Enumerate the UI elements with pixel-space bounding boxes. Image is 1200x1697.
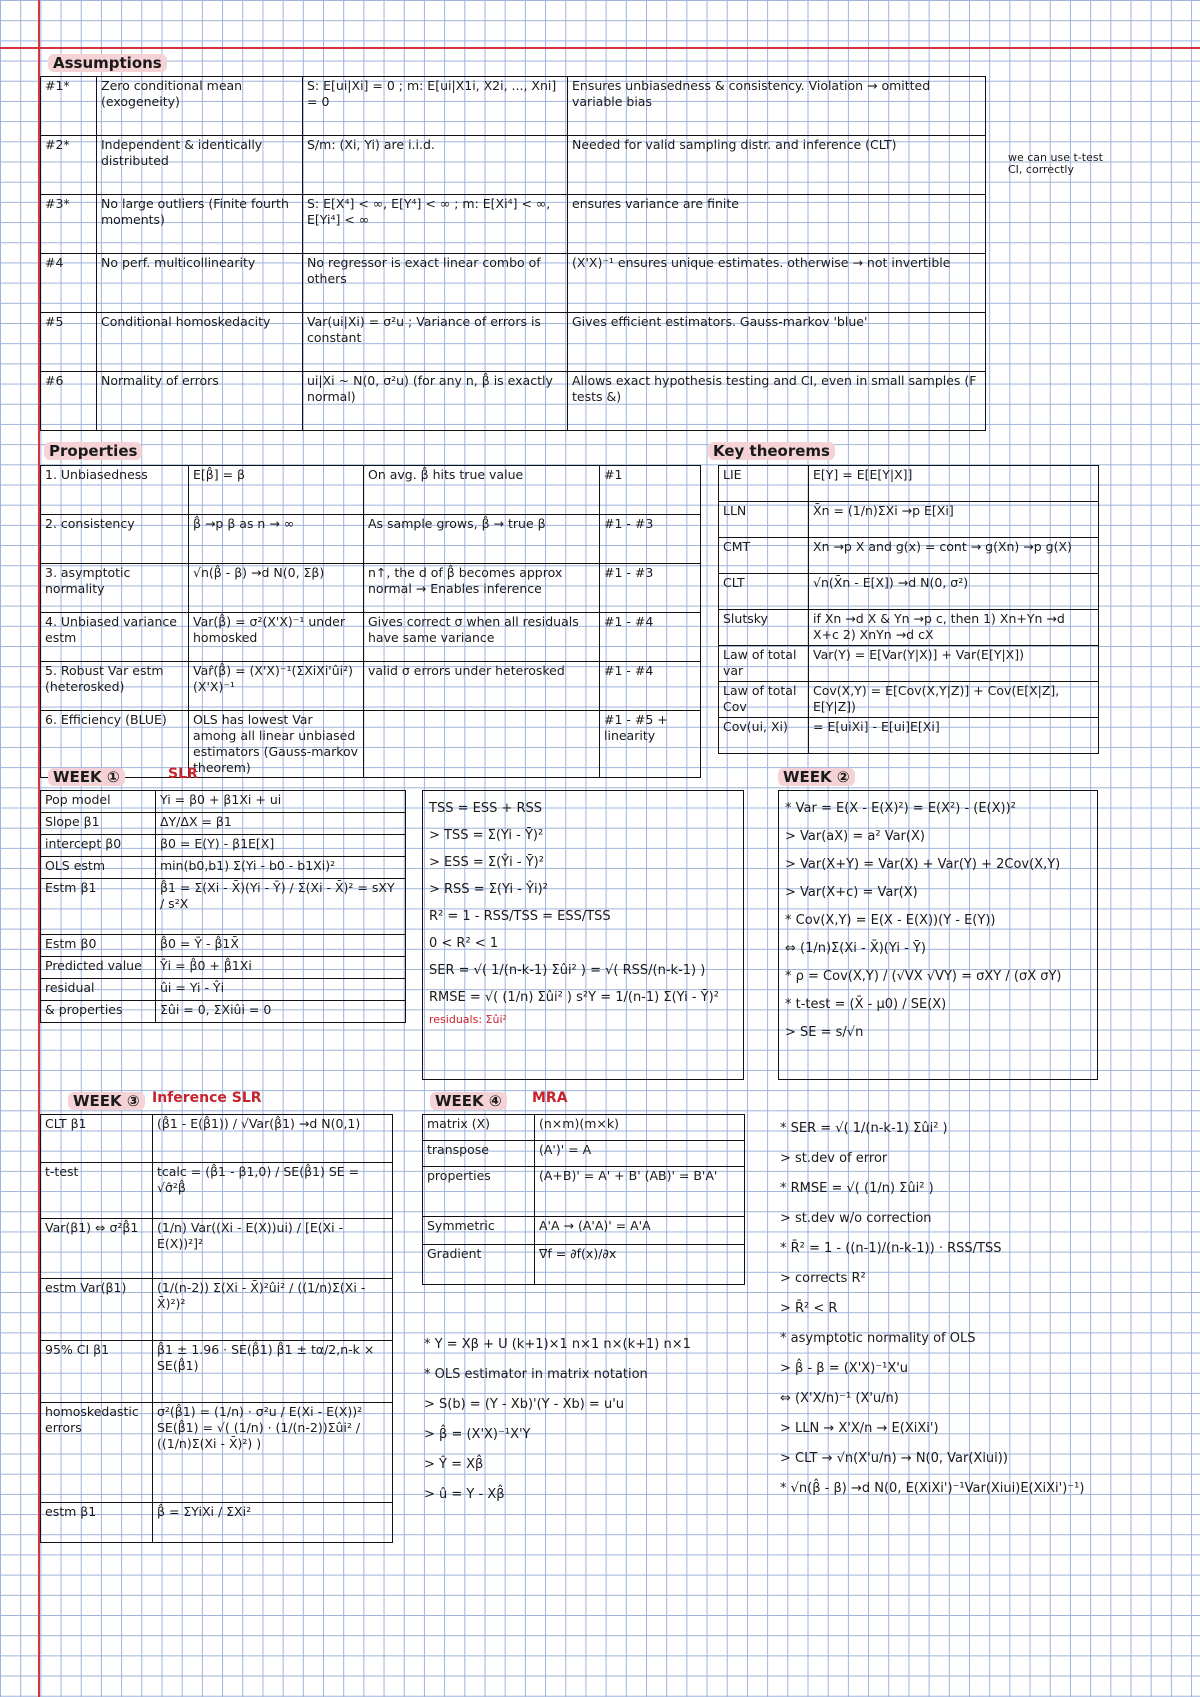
assumption-row-num: #1* <box>41 77 97 136</box>
week3-row-v: (1/(n-2)) Σ(Xi - X̄)²ûi² / ((1/n)Σ(Xi - X̄)²)² <box>153 1279 393 1341</box>
week4-right-line: * √n(β̂ - β) →d N(0, E(XiXi')⁻¹Var(Xiui)E(XiXi')⁻¹) <box>780 1481 1085 1496</box>
assumption-row-formula: ui|Xi ~ N(0, σ²u) (for any n, β̂ is exactly normal) <box>303 372 568 431</box>
week3-row-k: 95% CI β1 <box>41 1341 153 1403</box>
property-row-name: 6. Efficiency (BLUE) <box>41 711 189 778</box>
assumption-row-formula: S: E[ui|Xi] = 0 ; m: E[ui|X1i, X2i, ..., Xni] = 0 <box>303 77 568 136</box>
theorem-row-formula: Var(Y) = E[Var(Y|X)] + Var(E[Y|X]) <box>809 646 1099 682</box>
week3-row-v: (β̂1 - E(β̂1)) / √Var(β̂1) →d N(0,1) <box>153 1115 393 1163</box>
week4-right-line: * SER = √( 1/(n-k-1) Σûi² ) <box>780 1121 948 1136</box>
week4-row-v: (A+B)' = A' + B' (AB)' = B'A' <box>535 1167 745 1217</box>
week4-row-k: properties <box>423 1167 535 1217</box>
theorems-table <box>718 465 1099 754</box>
properties-heading: Properties <box>44 442 142 460</box>
week4-row <box>423 1141 745 1167</box>
property-row-name: 2. consistency <box>41 515 189 564</box>
theorem-row <box>719 538 1099 574</box>
week3-row-k: estm β1 <box>41 1503 153 1543</box>
week2-line: > Var(X+c) = Var(X) <box>785 885 918 900</box>
residual-note: residuals: Σûi² <box>429 1013 507 1026</box>
week1-label: WEEK ① <box>48 768 125 786</box>
fit-line: RMSE = √( (1/n) Σûi² ) s²Y = 1/(n-1) Σ(Yi - Ȳ)² <box>429 990 719 1005</box>
theorem-row-formula: = E[uiXi] - E[ui]E[Xi] <box>809 718 1099 754</box>
fit-measures-block <box>422 790 744 1080</box>
property-row-formula: Var(β̂) = σ²(X'X)⁻¹ under homosked <box>189 613 364 662</box>
week3-row-v: β̂1 ± 1.96 · SE(β̂1) β̂1 ± tα/2,n-k × SE(β̂1) <box>153 1341 393 1403</box>
week4-row-k: matrix (X) <box>423 1115 535 1141</box>
theorem-row-name: CMT <box>719 538 809 574</box>
week4-row <box>423 1245 745 1285</box>
assumption-row-name: Independent & identically distributed <box>97 136 303 195</box>
property-row-meaning: On avg. β̂ hits true value <box>364 466 600 515</box>
week4-right-line: ⇔ (X'X/n)⁻¹ (X'u/n) <box>780 1391 899 1406</box>
fit-line: 0 < R² < 1 <box>429 936 499 951</box>
assumption-row <box>41 136 986 195</box>
property-row <box>41 711 701 778</box>
assumption-row-formula: Var(ui|Xi) = σ²u ; Variance of errors is constant <box>303 313 568 372</box>
theorem-row-formula: if Xn →d X & Yn →p c, then 1) Xn+Yn →d X+c 2) XnYn →d cX <box>809 610 1099 646</box>
week1-row <box>41 1001 406 1023</box>
week4-right-line: * asymptotic normality of OLS <box>780 1331 976 1346</box>
week1-row-k: Predicted value <box>41 957 156 979</box>
theorem-row-formula: Xn →p X and g(x) = cont → g(Xn) →p g(X) <box>809 538 1099 574</box>
week3-row <box>41 1219 393 1279</box>
assumptions-heading: Assumptions <box>48 54 167 72</box>
week4-row-v: ∇f = ∂f(x)/∂x <box>535 1245 745 1285</box>
fit-line: SER = √( 1/(n-k-1) Σûi² ) = √( RSS/(n-k-1) ) <box>429 963 706 978</box>
week4-line: > S(b) = (Y - Xb)'(Y - Xb) = u'u <box>424 1397 625 1412</box>
theorem-row-name: Cov(ui, Xi) <box>719 718 809 754</box>
theorem-row <box>719 610 1099 646</box>
property-row-name: 5. Robust Var estm (heterosked) <box>41 662 189 711</box>
theorem-row <box>719 646 1099 682</box>
week1-row-v: Yi = β0 + β1Xi + ui <box>156 791 406 813</box>
week2-line: > Var(X+Y) = Var(X) + Var(Y) + 2Cov(X,Y) <box>785 857 1061 872</box>
property-row-req: #1 - #3 <box>600 564 701 613</box>
property-row-req: #1 - #4 <box>600 662 701 711</box>
theorem-row-formula: Cov(X,Y) = E[Cov(X,Y|Z)] + Cov(E[X|Z], E[Y|Z]) <box>809 682 1099 718</box>
week3-row-k: estm Var(β1) <box>41 1279 153 1341</box>
fit-line: R² = 1 - RSS/TSS = ESS/TSS <box>429 909 611 924</box>
assumption-row-num: #6 <box>41 372 97 431</box>
week4-row <box>423 1217 745 1245</box>
week2-label: WEEK ② <box>778 768 855 786</box>
theorem-row-name: Law of total var <box>719 646 809 682</box>
property-row-meaning: Gives correct σ when all residuals have same variance <box>364 613 600 662</box>
assumption-row-name: No perf. multicollinearity <box>97 254 303 313</box>
week4-right-line: > st.dev of error <box>780 1151 888 1166</box>
theorem-row-formula: E[Y] = E[E[Y|X]] <box>809 466 1099 502</box>
week2-block <box>778 790 1098 1080</box>
theorem-row <box>719 466 1099 502</box>
week1-row <box>41 835 406 857</box>
assumption-row-num: #4 <box>41 254 97 313</box>
week3-label: WEEK ③ <box>68 1092 145 1110</box>
fit-line: TSS = ESS + RSS <box>429 801 543 816</box>
assumption-row <box>41 77 986 136</box>
assumption-row-name: Conditional homoskedacity <box>97 313 303 372</box>
week3-row-v: tcalc = (β̂1 - β1,0) / SE(β̂1) SE = √σ̂²β̂ <box>153 1163 393 1219</box>
assumption-row-name: No large outliers (Finite fourth moments) <box>97 195 303 254</box>
week1-row <box>41 813 406 835</box>
week3-row-v: (1/n) Var((Xi - E(X))ui) / [E(Xi - E(X))²]² <box>153 1219 393 1279</box>
theorem-row-name: Law of total Cov <box>719 682 809 718</box>
week1-row-v: min(b0,b1) Σ(Yi - b0 - b1Xi)² <box>156 857 406 879</box>
week1-row <box>41 957 406 979</box>
notebook-red-top-line <box>0 47 1200 49</box>
week1-row-k: Slope β1 <box>41 813 156 835</box>
theorem-row <box>719 682 1099 718</box>
week2-line: > Var(aX) = a² Var(X) <box>785 829 925 844</box>
property-row <box>41 564 701 613</box>
week2-line: > SE = s/√n <box>785 1025 864 1040</box>
week4-right-line: > R̄² < R <box>780 1301 838 1316</box>
week1-row-k: Estm β0 <box>41 935 156 957</box>
week3-row-k: homoskedastic errors <box>41 1403 153 1503</box>
assumption-row-num: #3* <box>41 195 97 254</box>
assumption-row-formula: S/m: (Xi, Yi) are i.i.d. <box>303 136 568 195</box>
property-row-req: #1 - #5 + linearity <box>600 711 701 778</box>
week4-row-k: transpose <box>423 1141 535 1167</box>
property-row-name: 1. Unbiasedness <box>41 466 189 515</box>
week1-title: SLR <box>168 766 198 782</box>
week1-table <box>40 790 406 1023</box>
week1-row-k: OLS estm <box>41 857 156 879</box>
week4-line: > û = Y - Xβ̂ <box>424 1487 505 1502</box>
week1-row-k: & properties <box>41 1001 156 1023</box>
week1-row-k: intercept β0 <box>41 835 156 857</box>
week1-row-k: residual <box>41 979 156 1001</box>
property-row-name: 4. Unbiased variance estm <box>41 613 189 662</box>
fit-line: > TSS = Σ(Yi - Ȳ)² <box>429 828 544 843</box>
assumption-row <box>41 195 986 254</box>
week4-row-v: A'A → (A'A)' = A'A <box>535 1217 745 1245</box>
property-row-req: #1 - #3 <box>600 515 701 564</box>
theorem-row-formula: X̄n = (1/n)ΣXi →p E[Xi] <box>809 502 1099 538</box>
theorem-row-formula: √n(X̄n - E[X]) →d N(0, σ²) <box>809 574 1099 610</box>
week4-notes <box>424 1330 764 1510</box>
week1-row <box>41 857 406 879</box>
week1-row-k: Pop model <box>41 791 156 813</box>
assumption-row-name: Zero conditional mean (exogeneity) <box>97 77 303 136</box>
week4-right-line: > LLN → X'X/n → E(XiXi') <box>780 1421 939 1436</box>
week1-row-v: Ŷi = β̂0 + β̂1Xi <box>156 957 406 979</box>
week4-row-v: (A')' = A <box>535 1141 745 1167</box>
assumption-row-note: Ensures unbiasedness & consistency. Violation → omitted variable bias <box>568 77 986 136</box>
assumption-row-note: (X'X)⁻¹ ensures unique estimates. otherwise → not invertible <box>568 254 986 313</box>
week4-line: * Y = Xβ + U (k+1)×1 n×1 n×(k+1) n×1 <box>424 1337 691 1352</box>
week2-line: * Var = E(X - E(X)²) = E(X²) - (E(X))² <box>785 801 1016 816</box>
week1-row <box>41 979 406 1001</box>
assumption-row <box>41 313 986 372</box>
week4-row-k: Symmetric <box>423 1217 535 1245</box>
week4-line: > β̂ = (X'X)⁻¹X'Y <box>424 1427 531 1442</box>
fit-line: > ESS = Σ(Ŷi - Ȳ)² <box>429 855 544 870</box>
theorem-row-name: LIE <box>719 466 809 502</box>
property-row-formula: OLS has lowest Var among all linear unbiased estimators (Gauss-markov theorem) <box>189 711 364 778</box>
week4-table <box>422 1114 745 1285</box>
week3-row-k: CLT β1 <box>41 1115 153 1163</box>
week1-row <box>41 791 406 813</box>
week4-row-v: (n×m)(m×k) <box>535 1115 745 1141</box>
properties-table <box>40 465 701 778</box>
week2-line: * Cov(X,Y) = E(X - E(X))(Y - E(Y)) <box>785 913 996 928</box>
assumption-row-formula: No regressor is exact linear combo of others <box>303 254 568 313</box>
week2-line: * t-test = (X̄ - μ0) / SE(X) <box>785 997 947 1012</box>
week3-row-v: σ²(β̂1) = (1/n) · σ²u / E(Xi - E(X))² SE(β̂1) = √( (1/n) · (1/(n-2))Σûi² / ((1/n)Σ(Xi - X̄)²) ) <box>153 1403 393 1503</box>
week4-line: > Ŷ = Xβ̂ <box>424 1457 484 1472</box>
assumption-row-num: #5 <box>41 313 97 372</box>
theorem-row-name: LLN <box>719 502 809 538</box>
fit-line: > RSS = Σ(Yi - Ŷi)² <box>429 882 548 897</box>
week2-line: * ρ = Cov(X,Y) / (√VX √VY) = σXY / (σX σY) <box>785 969 1062 984</box>
assumption-row-formula: S: E[X⁴] < ∞, E[Y⁴] < ∞ ; m: E[Xi⁴] < ∞, E[Yi⁴] < ∞ <box>303 195 568 254</box>
week2-line: ⇔ (1/n)Σ(Xi - X̄)(Yi - Ȳ) <box>785 941 926 956</box>
week3-row-v: β̂ = ΣYiXi / ΣXi² <box>153 1503 393 1543</box>
assumption-row <box>41 372 986 431</box>
week1-row-v: β̂0 = Ȳ - β̂1X̄ <box>156 935 406 957</box>
theorem-row <box>719 502 1099 538</box>
week3-row <box>41 1279 393 1341</box>
theorems-heading: Key theorems <box>708 442 835 460</box>
property-row-req: #1 - #4 <box>600 613 701 662</box>
inference-side-note: we can use t-test CI, correctly <box>1008 151 1103 176</box>
week3-row <box>41 1403 393 1503</box>
theorem-row <box>719 718 1099 754</box>
theorem-row-name: CLT <box>719 574 809 610</box>
week4-right-line: > st.dev w/o correction <box>780 1211 932 1226</box>
theorem-row <box>719 574 1099 610</box>
assumption-row-name: Normality of errors <box>97 372 303 431</box>
property-row-req: #1 <box>600 466 701 515</box>
property-row-meaning: valid σ errors under heterosked <box>364 662 600 711</box>
week4-label: WEEK ④ <box>430 1092 507 1110</box>
week3-title: Inference SLR <box>152 1090 262 1106</box>
property-row <box>41 613 701 662</box>
property-row <box>41 662 701 711</box>
property-row-meaning: n↑, the d of β̂ becomes approx normal → Enables inference <box>364 564 600 613</box>
week3-row-k: Var(β1) ⇔ σ²β̂1 <box>41 1219 153 1279</box>
week4-right-line: > CLT → √n(X'u/n) → N(0, Var(Xiui)) <box>780 1451 1008 1466</box>
week1-row-v: Σûi = 0, ΣXiûi = 0 <box>156 1001 406 1023</box>
week1-row-v: β̂1 = Σ(Xi - X̄)(Yi - Ȳ) / Σ(Xi - X̄)² = sXY / s²X <box>156 879 406 935</box>
week1-row <box>41 935 406 957</box>
week4-row-k: Gradient <box>423 1245 535 1285</box>
week4-right-line: * R̄² = 1 - ((n-1)/(n-k-1)) · RSS/TSS <box>780 1241 1002 1256</box>
week4-right-line: > β̂ - β = (X'X)⁻¹X'u <box>780 1361 909 1376</box>
week3-row <box>41 1115 393 1163</box>
week4-line: * OLS estimator in matrix notation <box>424 1367 648 1382</box>
property-row-formula: Var̂(β̂) = (X'X)⁻¹(ΣXiXi'ûi²)(X'X)⁻¹ <box>189 662 364 711</box>
property-row-formula: E[β̂] = β <box>189 466 364 515</box>
assumption-row-note: Allows exact hypothesis testing and CI, even in small samples (F tests &) <box>568 372 986 431</box>
week4-title: MRA <box>532 1090 568 1106</box>
property-row-name: 3. asymptotic normality <box>41 564 189 613</box>
week3-row-k: t-test <box>41 1163 153 1219</box>
week4-right-line: * RMSE = √( (1/n) Σûi² ) <box>780 1181 934 1196</box>
week1-row <box>41 879 406 935</box>
week3-row <box>41 1503 393 1543</box>
week3-row <box>41 1341 393 1403</box>
property-row-formula: β̂ →p β as n → ∞ <box>189 515 364 564</box>
week1-row-v: ûi = Yi - Ŷi <box>156 979 406 1001</box>
property-row-meaning: As sample grows, β̂ → true β <box>364 515 600 564</box>
week1-row-v: ΔY/ΔX = β1 <box>156 813 406 835</box>
week4-right-notes <box>780 1114 1098 1504</box>
week1-row-k: Estm β1 <box>41 879 156 935</box>
property-row-meaning <box>364 711 600 778</box>
week4-row <box>423 1167 745 1217</box>
week3-row <box>41 1163 393 1219</box>
assumption-row-note: Needed for valid sampling distr. and inference (CLT) <box>568 136 986 195</box>
property-row-formula: √n(β̂ - β) →d N(0, Σβ) <box>189 564 364 613</box>
assumption-row-note: Gives efficient estimators. Gauss-markov 'blue' <box>568 313 986 372</box>
assumption-row-note: ensures variance are finite <box>568 195 986 254</box>
theorem-row-name: Slutsky <box>719 610 809 646</box>
assumptions-table <box>40 76 986 431</box>
property-row <box>41 515 701 564</box>
week4-row <box>423 1115 745 1141</box>
week4-right-line: > corrects R² <box>780 1271 866 1286</box>
property-row <box>41 466 701 515</box>
assumption-row <box>41 254 986 313</box>
week3-table <box>40 1114 393 1543</box>
assumption-row-num: #2* <box>41 136 97 195</box>
week1-row-v: β0 = E(Y) - β1E[X] <box>156 835 406 857</box>
